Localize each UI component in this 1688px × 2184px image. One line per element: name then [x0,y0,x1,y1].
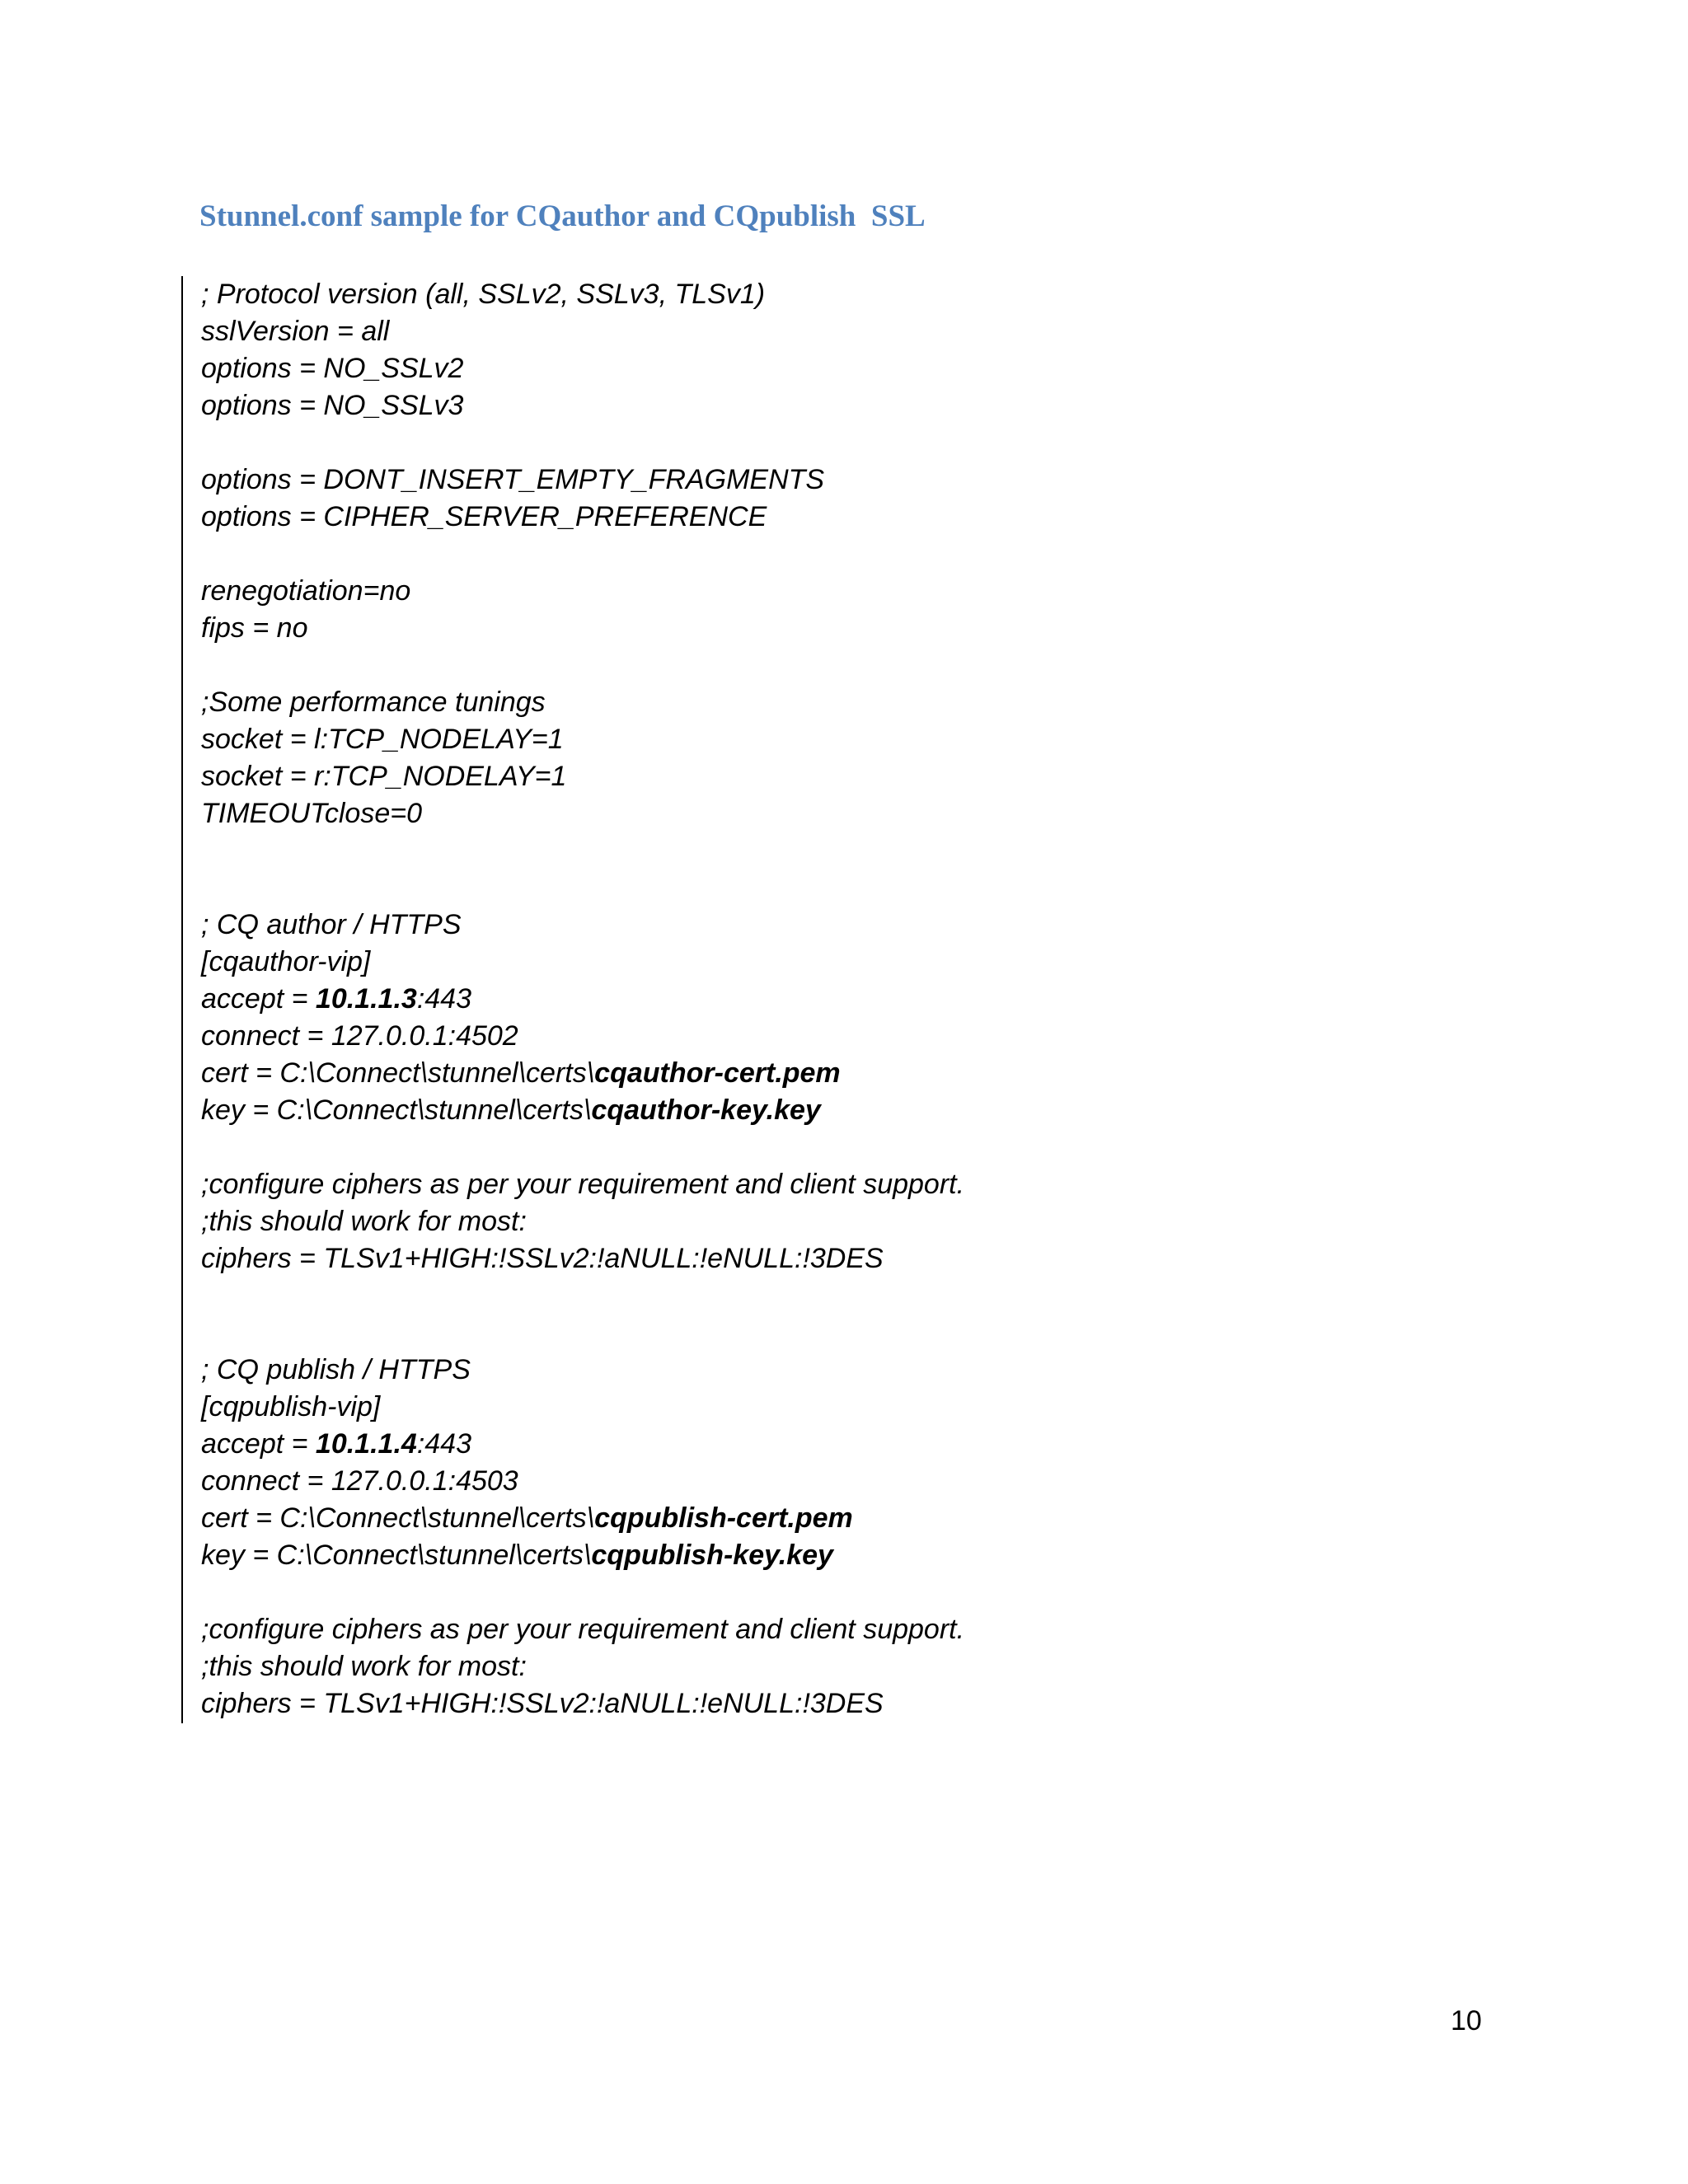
config-line [201,684,964,721]
config-line [201,1426,964,1463]
config-line [201,1092,964,1129]
config-line [201,1389,964,1426]
config-line [201,1055,964,1092]
config-line-segment: ; Protocol version (all, SSLv2, SSLv3, TLSv1) [201,279,766,310]
config-code-block [181,276,1170,1723]
blank-line [201,424,964,462]
config-line [201,1611,964,1648]
blank-line [201,647,964,684]
config-line-segment: ;configure ciphers as per your requirement and client support. [201,1614,965,1645]
config-line-segment: ;Some performance tunings [201,687,546,718]
blank-line [201,536,964,573]
config-line [201,610,964,647]
config-line-segment: ;configure ciphers as per your requirement and client support. [201,1169,965,1200]
config-line [201,795,964,832]
config-lines [201,276,964,1722]
config-line-segment: accept = [201,983,316,1015]
blank-line [201,1315,964,1352]
config-line [201,313,964,350]
config-line-bold-segment: 10.1.1.4 [315,1428,417,1460]
config-line-bold-segment: cqpublish-cert.pem [594,1502,853,1534]
config-line-segment: key = C:\Connect\stunnel\certs\ [201,1540,592,1571]
config-line [201,1537,964,1574]
config-line [201,499,964,536]
config-line [201,350,964,387]
config-line [201,1463,964,1500]
blank-line [201,1277,964,1315]
config-line-segment: connect = 127.0.0.1:4503 [201,1465,518,1497]
config-line-segment: [cqauthor-vip] [201,946,371,977]
config-line-bold-segment: 10.1.1.3 [315,983,417,1015]
config-line [201,387,964,424]
config-line-segment: cert = C:\Connect\stunnel\certs\ [201,1057,595,1089]
config-line [201,1203,964,1240]
config-line-segment: sslVersion = all [201,316,390,347]
config-line-segment: ;this should work for most: [201,1651,527,1682]
config-line-segment: :443 [416,1428,471,1460]
config-line-segment: options = CIPHER_SERVER_PREFERENCE [201,501,767,532]
blank-line [201,869,964,907]
config-line-segment: options = DONT_INSERT_EMPTY_FRAGMENTS [201,464,825,495]
config-line-segment: ; CQ author / HTTPS [201,909,462,940]
config-line-bold-segment: cqpublish-key.key [591,1540,833,1571]
config-line-segment: ciphers = TLSv1+HIGH:!SSLv2:!aNULL:!eNULL:!3DES [201,1688,884,1719]
config-line [201,573,964,610]
config-line-segment: fips = no [201,612,308,644]
blank-line [201,832,964,869]
config-line-segment: ;this should work for most: [201,1206,527,1237]
config-line [201,907,964,944]
blank-line [201,1129,964,1166]
config-line-segment: socket = r:TCP_NODELAY=1 [201,761,567,792]
config-line [201,758,964,795]
config-line-bold-segment: cqauthor-key.key [591,1094,821,1126]
config-line-segment: cert = C:\Connect\stunnel\certs\ [201,1502,595,1534]
config-line-segment: key = C:\Connect\stunnel\certs\ [201,1094,592,1126]
config-line [201,981,964,1018]
config-line-segment: renegotiation=no [201,575,411,607]
config-line-segment: options = NO_SSLv3 [201,390,464,421]
config-line-segment: ciphers = TLSv1+HIGH:!SSLv2:!aNULL:!eNULL:!3DES [201,1243,884,1274]
config-line-segment: options = NO_SSLv2 [201,353,464,384]
blank-line [201,1574,964,1611]
config-line [201,276,964,313]
config-line [201,944,964,981]
config-line-segment: TIMEOUTclose=0 [201,798,422,829]
config-line [201,462,964,499]
config-line-segment: [cqpublish-vip] [201,1391,381,1422]
config-line [201,1240,964,1277]
page-heading: Stunnel.conf sample for CQauthor and CQpublish SSL [199,199,926,233]
config-line [201,721,964,758]
config-line-segment: socket = l:TCP_NODELAY=1 [201,724,564,755]
config-line [201,1352,964,1389]
page-number: 10 [1451,2005,1482,2036]
config-line [201,1685,964,1722]
config-line-segment: ; CQ publish / HTTPS [201,1354,471,1385]
config-line [201,1166,964,1203]
config-line-segment: connect = 127.0.0.1:4502 [201,1020,518,1052]
config-line-bold-segment: cqauthor-cert.pem [594,1057,841,1089]
config-line [201,1500,964,1537]
config-line [201,1018,964,1055]
config-line-segment: :443 [416,983,471,1015]
config-line-segment: accept = [201,1428,316,1460]
config-line [201,1648,964,1685]
